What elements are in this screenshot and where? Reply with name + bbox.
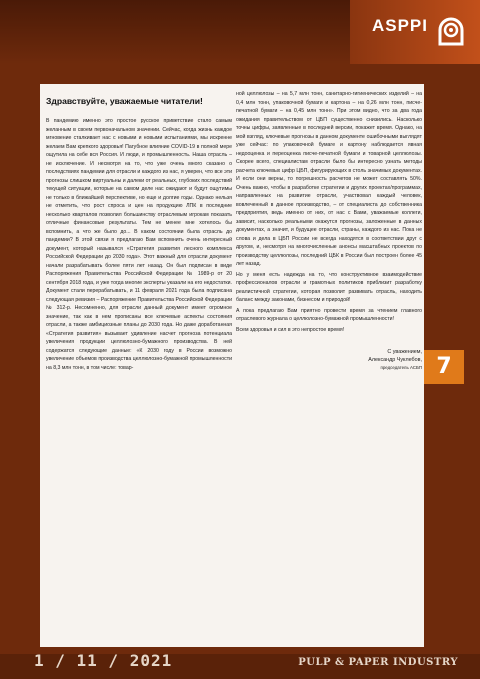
paragraph: Всем здоровья и сил в это непростое время! [236, 326, 345, 333]
page-number-badge: 7 [424, 350, 464, 384]
logo-text: ASPPI [371, 16, 428, 35]
signature-block [236, 348, 422, 372]
article-column-right [236, 90, 422, 372]
article-body [40, 84, 424, 647]
signature-name: Александр Чуклебов, [368, 357, 422, 363]
journal-title: PULP & PAPER INDUSTRY [298, 657, 458, 668]
logo-block [350, 0, 480, 64]
logo-icon [434, 10, 468, 50]
issue-number: 1 / 11 / 2021 [34, 651, 173, 670]
signature-closing: С уважением, [387, 349, 422, 355]
paragraph: Но у меня есть надежда на то, что конструктивное взаимодействие профессионалов отрасли и грамотных политиков приблизит разработку реалистичной стратегии, которая позволит развивать отрасль, находить баланс между законами, бизнесом и природой! [236, 271, 422, 303]
paragraph: В пандемию именно это простое русское приветствие стало самым желанным в своем первоначальном значении. Сейчас, когда жизнь каждое мгновение сталкивает нас с новыми и новыми испытаниями, мы искренне желаем Вам крепкого здоровья! Пагубное влияние COVID-19 в полной мере ощутила на себе вся Россия. И люди, и промышленность. Наша отрасль – не исключение. И несмотря на то, что уже очень много сказано о последствиях пандемии для отрасли и каждого из нас, я уверен, что все эти прогнозы слишком виртуальны и далеки от реальных, глубоких последствий текущей ситуации, которые на самом деле нас ожидают и будут ощутимы не только в ближайшей перспективе, но еще и долгие годы. Однако нельзя не отметить, что рост спроса и цен на продукцию ЛПК в последние несколько кварталов позволил большинству отраслевым игрокам показать отличные финансовые результаты. Тем не менее мне хотелось бы вспомнить, а что же было до... В каком состоянии была отрасль до пандемии? В этой связи я предлагаю Вам вспомнить очень интересный документ, который назывался «Стратегия развития лесного комплекса Российской Федерации до 2030 года». Этот важный для отрасли документ начали разрабатывать более пяти лет назад. Он был подписан в виде Распоряжения Правительства Российской Федерации № 1989-р от 20 сентября 2018 года, и уже тогда многие эксперты указали на его недостатки. Документ стали перерабатывать, и 11 февраля 2021 года была подписана следующая ревизия – Распоряжение Правительства Российской Федерации № 312-р. Несомненно, для отрасли данный документ имеет огромное значение, так как в нем прописаны все ключевые аспекты состояния отрасли, а также амбициозные планы до 2030 года. Но даже доработанная «Стратегия развития» вызывает удивление насчет прогноза потенциала увеличения продукции целлюлозно-бумажного производства. В ней содержатся следующие данные: «К 2030 году в России возможно увеличение объемов производства целлюлозно-бумажной промышленности на 8,3 млн тонн, в том числе: товар- [46, 118, 232, 371]
article-heading: Здравствуйте, уважаемые читатели! [46, 96, 203, 106]
signature-title: председатель АСБП [380, 365, 422, 370]
paragraph: А пока предлагаю Вам приятно провести время за чтением главного отраслевого журнала о целлюлозно-бумажной промышленности! [236, 307, 422, 322]
paragraph: ной целлюлозы – на 5,7 млн тонн, санитарно-гигиенических изделий – на 0,4 млн тонн, упаковочной бумаги и картона – на 0,26 млн тонн, писче-печатной бумаги – на 0,45 млн тонн». При этом видно, что за два года ожидания правительством от ЦБП существенно снизились. Насколько точны цифры, заявленные в последней версии, покажет время. Однако, на мой взгляд, ключевые прогнозы в данном документе ошибочными выглядят уже сейчас: по упаковочной бумаге и картону наблюдается явная недооценка и переоценка писче-печатной бумаги и товарной целлюлозы. Скорее всего, специалистам отрасли было бы интересно узнать методы расчета ключевых цифр ЦБП, фигурирующих в столь значимых документах. И если они верны, то погрешность расчетов не может составлять 50%. Очень важно, чтобы в разработке стратегии и других проектах/программах, направленных на развитие отрасли, участвовал каждый человек, вовлеченный в данное производство, – от специалиста до собственника предприятия, ведь именно от них, от нас с Вами, уважаемые коллеги, зависит, насколько реальными окажутся прогнозы, заложенные в данных документах, а значит, и будущее отрасли, страны, каждого из нас. Пока не слова и дела в ЦБП России не всегда находятся в соответствии друг с другом, и, несмотря на многочисленные анонсы масштабных проектов по производству целлюлозы, последний ЦБК в России был построен более 45 лет назад. [236, 91, 422, 267]
article-column-left [46, 90, 232, 374]
